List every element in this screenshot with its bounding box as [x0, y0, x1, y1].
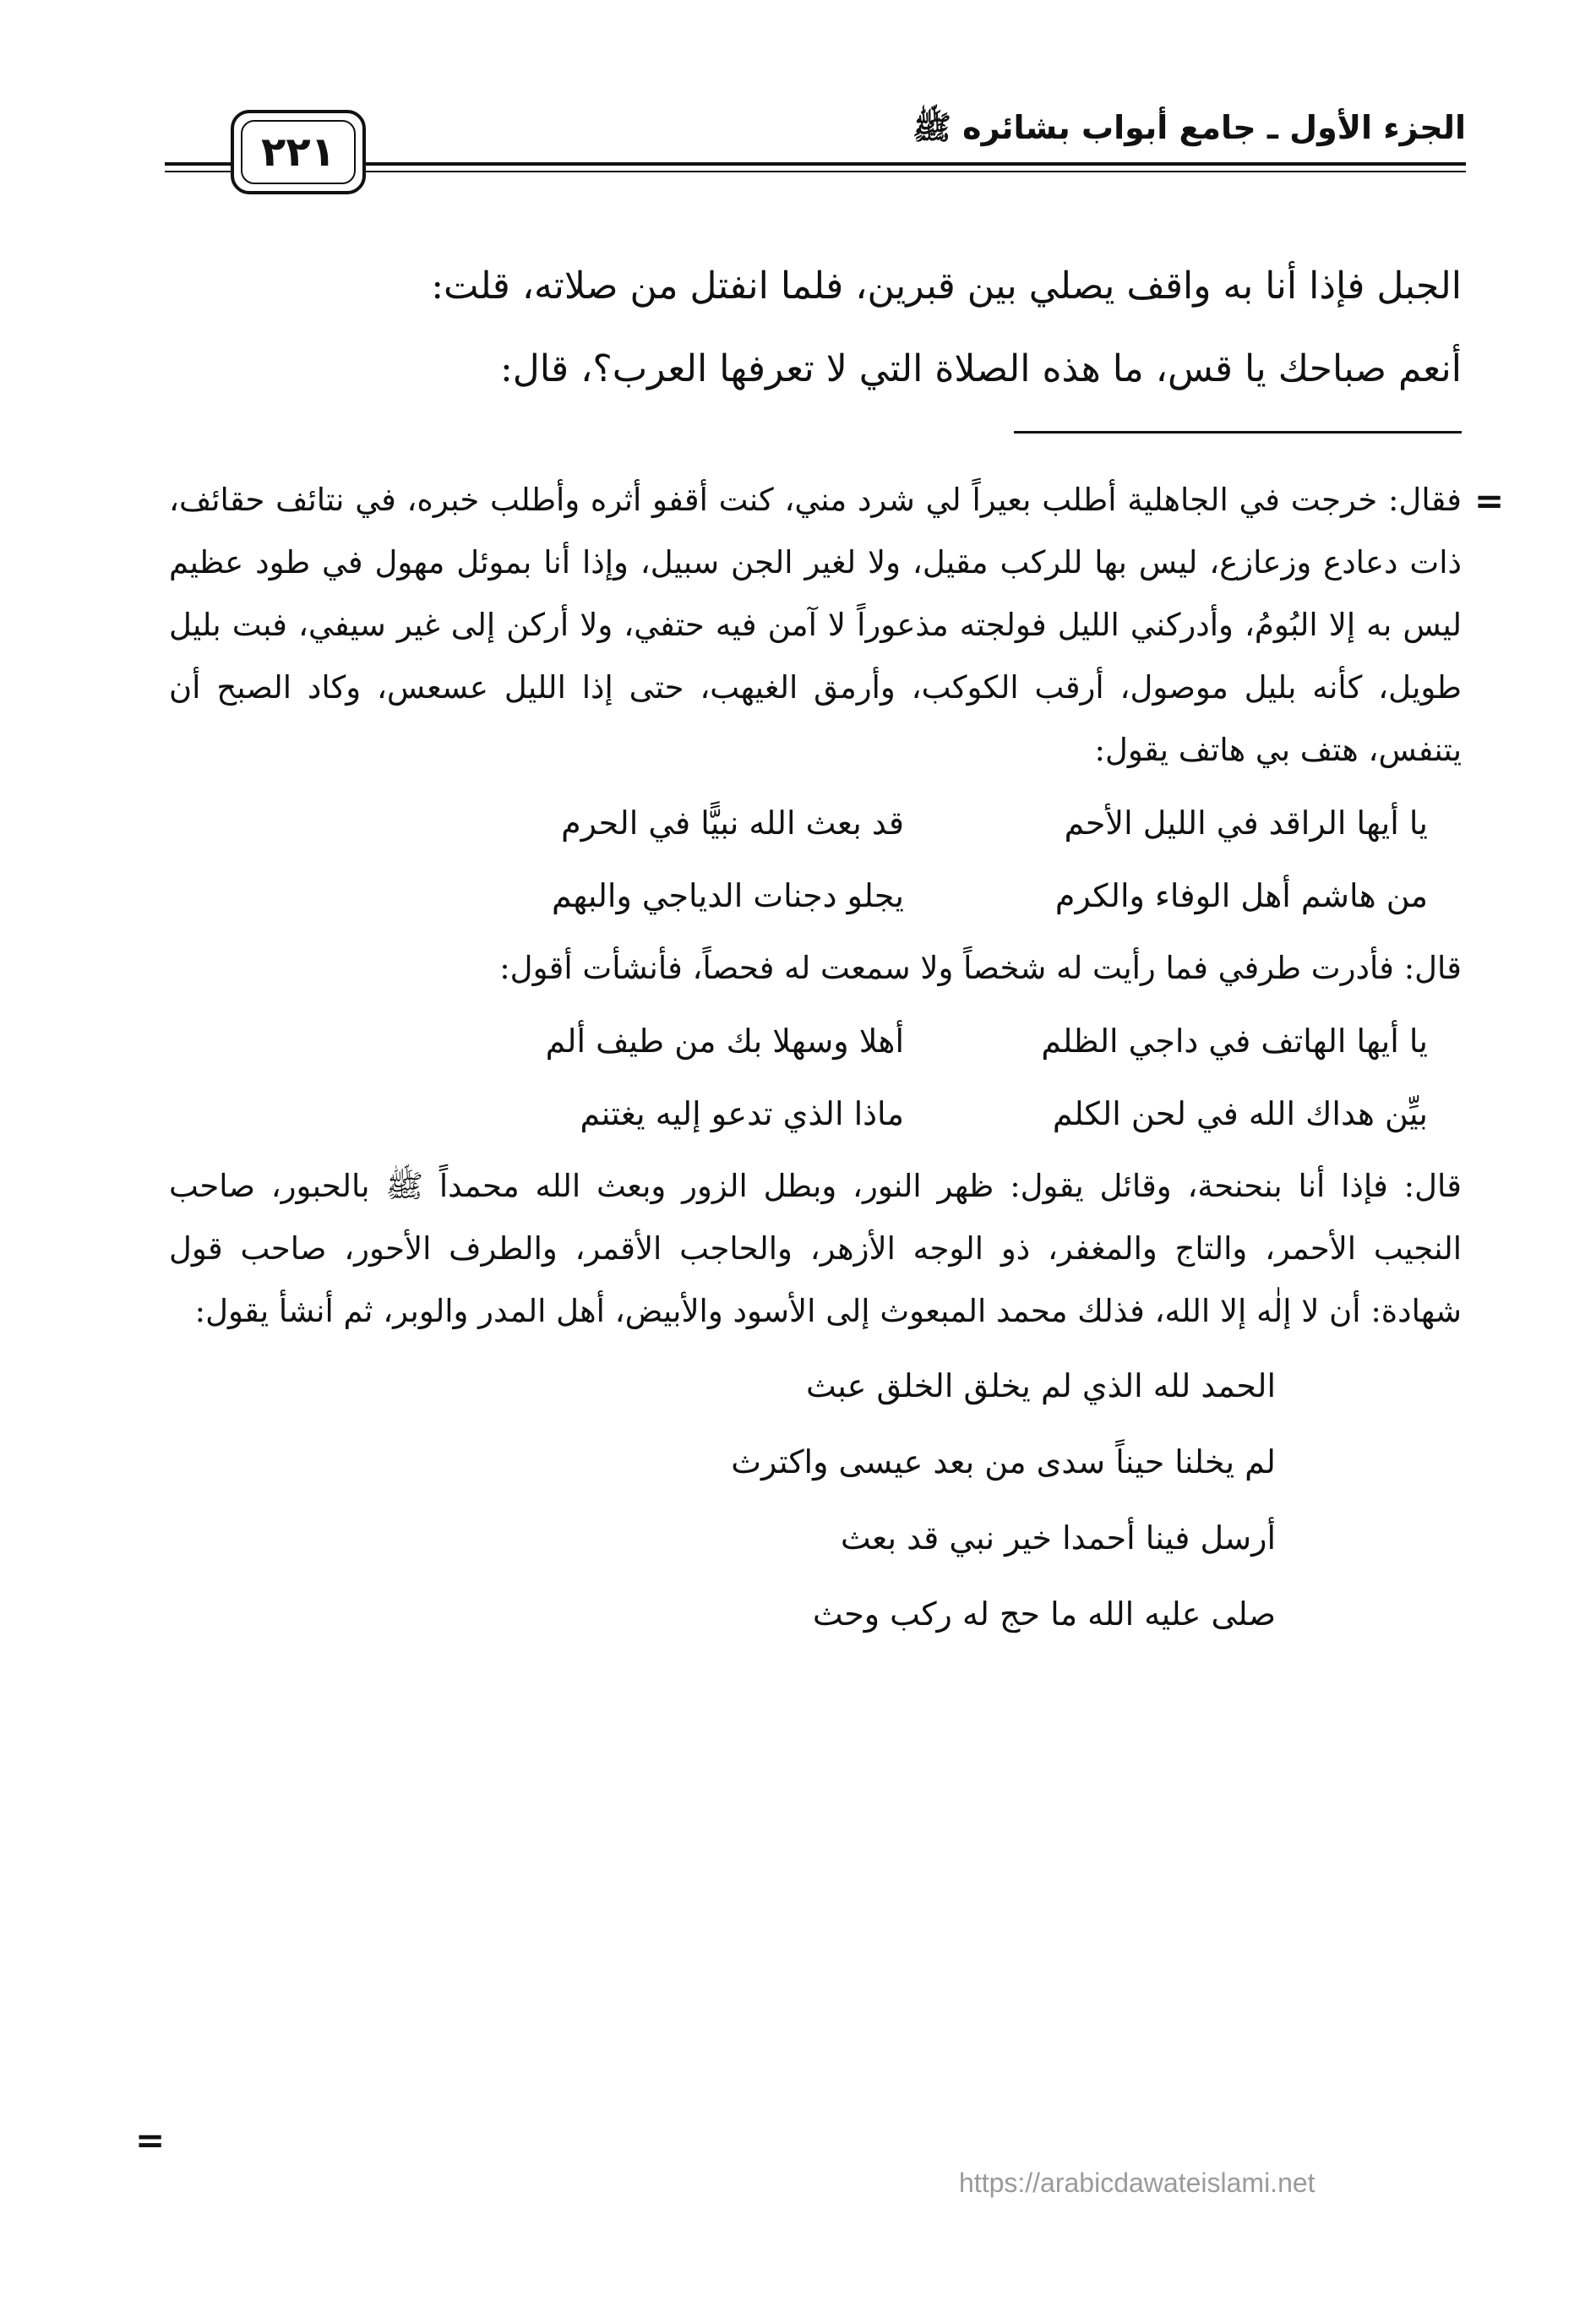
poem [169, 1348, 1276, 1652]
running-header [165, 101, 1466, 203]
footnote-separator [1014, 431, 1462, 434]
footnote-paragraph-3: قال: فإذا أنا بنحنحة، وقائل يقول: ظهر النور، وبطل الزور وبعث الله محمداً ﷺ بالحبور، صاحب النجيب الأحمر، والتاج والمغفر، ذو الوجه الأزهر، والحاجب الأقمر، والطرف الأحور، صاحب قول شهادة: أن لا إلٰه إلا الله، فذلك محمد المبعوث إلى الأسود والأبيض، أهل المدر والوبر، ثم أنشأ يقول: [169, 1168, 1462, 1329]
continuation-mark-top: = [1474, 480, 1505, 521]
verse-hemistich-2: يجلو دجنات الدياجي والبهم [552, 877, 904, 914]
verse-group-1 [380, 787, 1428, 932]
page-number: ٢٢١ [241, 120, 356, 184]
main-text-line-2: أنعم صباحك يا قس، ما هذه الصلاة التي لا تعرفها العرب؟، قال: [499, 347, 1462, 390]
page-number-frame [231, 110, 366, 194]
verse-row [380, 787, 1428, 859]
verse-hemistich-2: أهلا وسهلا بك من طيف ألم [545, 1022, 904, 1060]
verse-hemistich-1: بيِّن هداك الله في لحن الكلم [1052, 1095, 1428, 1132]
footnote-paragraph-2: قال: فأدرت طرفي فما رأيت له شخصاً ولا سمعت له فحصاً، فأنشأت أقول: [499, 950, 1462, 986]
verse-hemistich-2: قد بعث الله نبيًّا في الحرم [561, 804, 904, 842]
verse-hemistich-1: يا أيها الراقد في الليل الأحم [1064, 804, 1428, 842]
main-text [169, 245, 1462, 411]
continuation-mark-bottom: = [135, 2119, 166, 2161]
verse-row [380, 1005, 1428, 1077]
verse-row [380, 859, 1428, 932]
poem-line: أرسل فينا أحمدا خير نبي قد بعث [840, 1519, 1276, 1557]
verse-row [380, 1077, 1428, 1150]
footnote-block [169, 469, 1462, 1652]
footnote-paragraph-1: فقال: خرجت في الجاهلية أطلب بعيراً لي شرد مني، كنت أقفو أثره وأطلب خبره، في نتائف حقائف، ذات دعادع وزعازع، ليس بها للركب مقيل، ولا لغير الجن سبيل، وإذا أنا بموئل مهول في طود عظيم ليس به إلا البُومُ، وأدركني الليل فولجته مذعوراً لا آمن فيه حتفي، ولا أركن إلى غير سيفي، فبت بليل طويل، كأنه بليل موصول، أرقب الكوكب، وأرمق الغيهب، حتى إذا الليل عسعس، وكاد الصبح أن يتنفس، هتف بي هاتف يقول: [169, 482, 1462, 768]
watermark-url: https://arabicdawateislami.net [959, 2168, 1315, 2198]
verse-hemistich-1: من هاشم أهل الوفاء والكرم [1054, 877, 1428, 914]
main-text-line-1: الجبل فإذا أنا به واقف يصلي بين قبرين، فلما انفتل من صلاته، قلت: [431, 264, 1462, 308]
running-header-title: الجزء الأول ـ جامع أبواب بشائره ﷺ [912, 109, 1466, 146]
verse-hemistich-1: يا أيها الهاتف في داجي الظلم [1041, 1022, 1428, 1060]
poem-line: لم يخلنا حيناً سدى من بعد عيسى واكترث [731, 1443, 1276, 1481]
verse-group-2 [380, 1005, 1428, 1150]
verse-hemistich-2: ماذا الذي تدعو إليه يغتنم [580, 1095, 904, 1132]
poem-line: الحمد لله الذي لم يخلق الخلق عبث [805, 1367, 1276, 1404]
poem-line: صلى عليه الله ما حج له ركب وحث [812, 1595, 1276, 1633]
